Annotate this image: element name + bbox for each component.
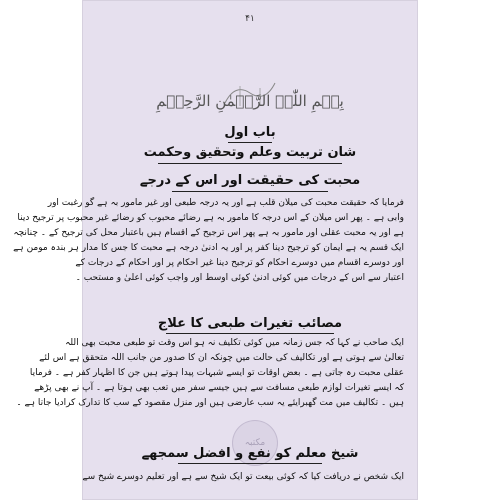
body-line: کہ ایسے تغیرات لوازم طبعی مسافت سے ہیں جیسے سفر میں تعب بھی ہوتا ہے ۔ آپ نے بھی پڑھے bbox=[34, 383, 404, 393]
stamp-text: مکتبہ bbox=[244, 438, 266, 448]
body-line: ایک صاحب نے کہا کہ جس زمانہ میں کوئی تکلیف نہ ہو اس وقت تو طبعی محبت بھی اللہ bbox=[65, 338, 404, 348]
body-line: وابی ہے ۔ پھر اس میلان کے اس درجہ کا مامور بہ ہے رضائے محبوب کو رضائے غیر محبوب پر ترجیح دینا bbox=[17, 213, 404, 223]
body-line: عقلی محبت رہ جاتی ہے ۔ بعض اوقات تو ایسے شبہات پیدا ہوتے ہیں جن کا اظہار کفر ہے ۔ فرمایا bbox=[29, 368, 404, 378]
section-heading-2: مصائب تغیرات طبعی کا علاج bbox=[157, 316, 343, 331]
book-page bbox=[13, 0, 418, 500]
body-line: تعالیٰ سے ہوتی ہے اور تکالیف کی حالت میں چونکہ ان کا صدور من جانب اللہ متحقق ہے اس لئے bbox=[39, 353, 404, 363]
bismillah-calligraphy: بِسۡمِ اللّٰہِ الرَّحۡمٰنِ الرَّحِیۡمِ bbox=[156, 92, 344, 110]
section-heading-3: شیخ معلم کو نفع و افضل سمجھے bbox=[141, 446, 359, 461]
chapter-title: شان تربیت وعلم وتحقیق وحکمت bbox=[143, 145, 357, 160]
section-heading-1: محبت کی حقیقت اور اس کے درجے bbox=[139, 173, 361, 188]
body-line: اور دوسرے اقسام میں دوسرے احکام کو ترجیح دینا غیر احکام پر اور احکام کے درجات کے bbox=[75, 258, 404, 268]
section3-underline bbox=[178, 463, 322, 464]
section-body-2 bbox=[16, 336, 404, 411]
page-number: ۴۱ bbox=[245, 14, 255, 24]
body-line: ایک شخص نے دریافت کیا کہ کوئی بیعت تو ایک شیخ سے ہے اور تعلیم دوسرے شیخ سے bbox=[82, 472, 404, 482]
section1-underline bbox=[172, 191, 328, 192]
body-line: فرمایا کہ حقیقت محبت کی میلان قلب ہے اور یہ درجہ طبعی اور غیر مامور بہ ہے گو رغبت اور bbox=[47, 198, 404, 208]
body-line: ایک قسم یہ ہے ایمان کو ترجیح دینا کفر پر اور یہ ادنیٰ درجہ ہے محبت کا جس کا مدار ہر بندہ مومن ہے bbox=[13, 243, 404, 253]
chapter-underline bbox=[228, 142, 272, 143]
chapter-heading: باب اول bbox=[224, 125, 276, 140]
section-body-1 bbox=[13, 196, 404, 286]
title-underline bbox=[158, 163, 342, 164]
section2-underline bbox=[166, 333, 334, 334]
section-body-3 bbox=[82, 470, 404, 485]
body-line: اعتبار سے اس کے درجات میں کوئی ادنیٰ کوئی اوسط اور واجب کوئی اعلیٰ و مستحب ۔ bbox=[75, 273, 404, 283]
body-line: ہیں ۔ تکالیف میں مت گھبرایئے یہ سب عارضی ہیں اور منزل مقصود کے سب کا تدارک کرادیا جاتا ہے ۔ bbox=[16, 398, 404, 408]
body-line: ہے اور یہ محبت عقلی اور مامور بہ ہے پھر اس ترجیح کے اقسام ہیں باعتبار محل کی ترجیح کے ۔ چنانچہ bbox=[13, 228, 404, 238]
